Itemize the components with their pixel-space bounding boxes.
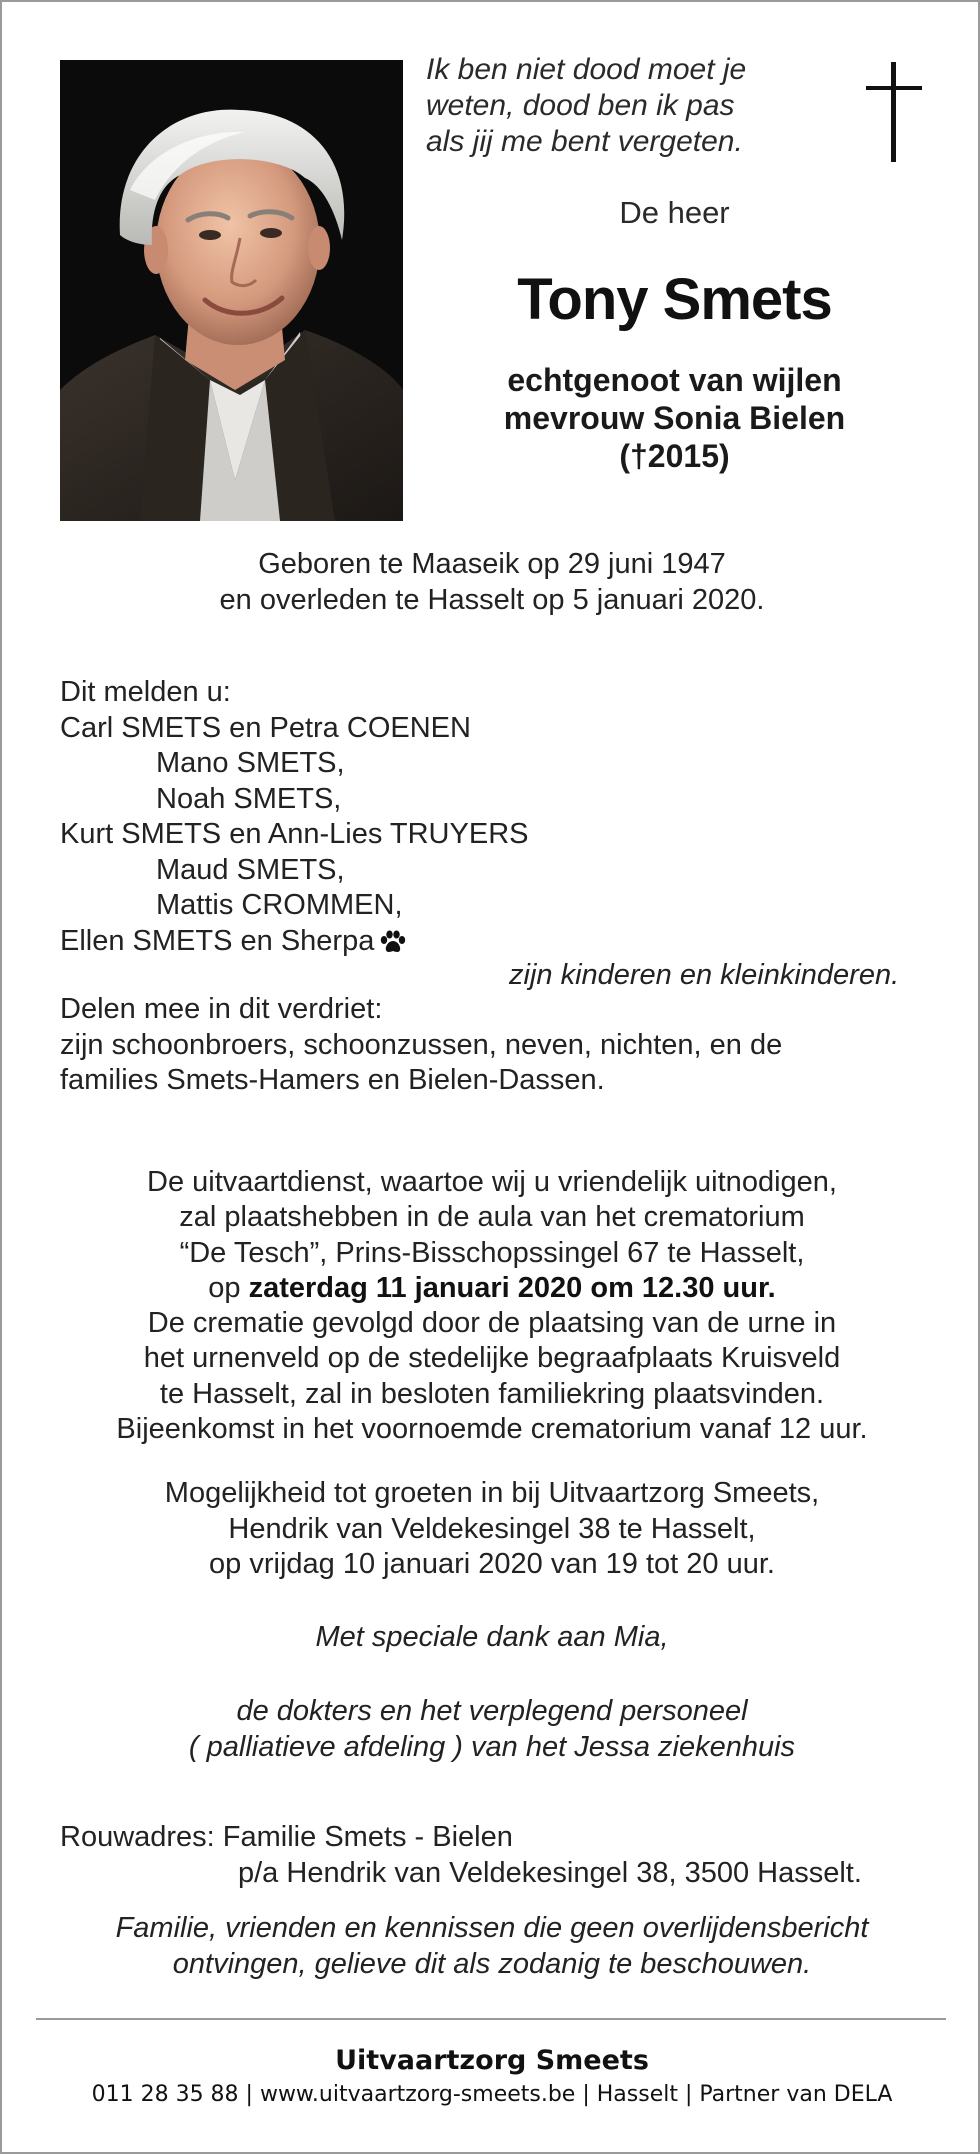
cross-icon <box>866 62 922 162</box>
service-datetime-line <box>2 1271 980 1306</box>
notice <box>2 1910 980 1982</box>
title-block <box>402 195 947 475</box>
thanks-line: Met speciale dank aan Mia, <box>315 1621 669 1653</box>
poem-line: Ik ben niet dood moet je <box>426 53 747 86</box>
address-line: Rouwadres: Familie Smets - Bielen <box>60 1821 513 1853</box>
condolence-address <box>60 1819 862 1891</box>
service-line: De uitvaartdienst, waartoe wij u vriendelijk uitnodigen, <box>147 1166 837 1198</box>
notice-line: ontvingen, gelieve dit als zodanig te beschouwen. <box>172 1948 812 1980</box>
family-member: Kurt SMETS en Ann-Lies TRUYERS <box>60 818 529 850</box>
thanks-line: ( palliatieve afdeling ) van het Jessa ziekenhuis <box>188 1730 796 1763</box>
service-line: “De Tesch”, Prins-Bisschopssingel 67 te Hasselt, <box>179 1236 805 1269</box>
portrait-photo <box>60 60 403 521</box>
share-line: families Smets-Hamers en Bielen-Dassen. <box>60 1064 605 1096</box>
greet-line: Mogelijkheid tot groeten in bij Uitvaartzorg Smeets, <box>164 1477 820 1509</box>
birth-death-info <box>2 546 980 618</box>
grandchild: Mano SMETS, <box>156 747 345 779</box>
greet-line: Hendrik van Veldekesingel 38 te Hasselt, <box>228 1512 756 1545</box>
born-line: Geboren te Maaseik op 29 juni 1947 <box>258 548 726 580</box>
thanks-block <box>2 1694 980 1765</box>
funeral-home-contact: 011 28 35 88 | www.uitvaartzorg-smeets.be | Hasselt | Partner van DELA <box>91 2082 893 2107</box>
notice-line: Familie, vrienden en kennissen die geen overlijdensbericht <box>115 1912 869 1944</box>
share-grief <box>60 992 782 1099</box>
thanks-line: de dokters en het verplegend personeel <box>236 1695 748 1727</box>
visitation-info <box>2 1476 980 1583</box>
spouse-line: (†2015) <box>619 438 730 474</box>
grandchild: Noah SMETS, <box>156 782 342 815</box>
family-member: Ellen SMETS en Sherpa <box>60 924 375 957</box>
poem <box>426 52 746 160</box>
family-list <box>60 675 528 959</box>
footer <box>2 2045 980 2107</box>
grandchild: Mattis CROMMEN, <box>156 889 403 921</box>
divider <box>36 2018 946 2020</box>
service-line: De crematie gevolgd door de plaatsing van de urne in <box>147 1307 837 1340</box>
funeral-home-name: Uitvaartzorg Smeets <box>335 2045 649 2076</box>
funeral-service-info <box>2 1165 980 1447</box>
greet-line: op vrijdag 10 januari 2020 van 19 tot 20 uur. <box>209 1548 775 1580</box>
grandchild: Maud SMETS, <box>156 853 345 886</box>
family-intro: Dit melden u: <box>60 676 231 708</box>
spouse-info <box>402 361 947 475</box>
service-prefix: op <box>208 1271 241 1304</box>
family-member: Carl SMETS en Petra COENEN <box>60 711 471 744</box>
share-line: Delen mee in dit verdriet: <box>60 993 383 1025</box>
family-member-row <box>60 924 528 960</box>
born-line: en overleden te Hasselt op 5 januari 2020. <box>219 584 765 616</box>
salutation: De heer <box>619 195 730 230</box>
spouse-line: echtgenoot van wijlen <box>507 362 842 398</box>
poem-line: weten, dood ben ik pas <box>426 89 735 122</box>
service-line: het urnenveld op de stedelijke begraafplaats Kruisveld <box>143 1342 841 1375</box>
service-datetime: zaterdag 11 januari 2020 om 12.30 uur. <box>248 1271 776 1304</box>
spouse-line: mevrouw Sonia Bielen <box>503 400 846 436</box>
service-line: zal plaatshebben in de aula van het crematorium <box>179 1201 805 1234</box>
share-line: zijn schoonbroers, schoonzussen, neven, nichten, en de <box>60 1028 783 1061</box>
deceased-name: Tony Smets <box>517 267 832 332</box>
service-line: te Hasselt, zal in besloten familiekring plaatsvinden. <box>159 1377 825 1410</box>
service-line: Bijeenkomst in het voornoemde crematorium vanaf 12 uur. <box>116 1413 868 1446</box>
address-line: p/a Hendrik van Veldekesingel 38, 3500 Hasselt. <box>238 1857 862 1889</box>
children-note: zijn kinderen en kleinkinderen. <box>509 959 900 991</box>
paw-icon <box>380 930 406 954</box>
poem-line: als jij me bent vergeten. <box>426 125 743 158</box>
